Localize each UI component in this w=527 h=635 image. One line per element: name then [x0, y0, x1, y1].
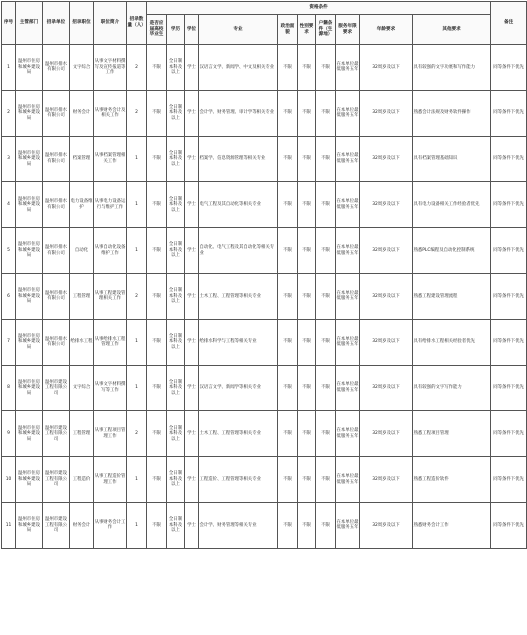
cell-count: 1 — [127, 319, 147, 365]
cell-hukou: 不限 — [316, 45, 336, 91]
cell-other: 熟悉PLC编程及自动化控制系统 — [413, 228, 491, 274]
cell-remark: 同等条件下优先 — [491, 502, 527, 548]
col-header-count: 招录数量（人） — [127, 2, 147, 45]
cell-post: 文字综合 — [70, 45, 94, 91]
cell-years: 在本单位最低服务五年 — [336, 365, 360, 411]
cell-dept: 温州市住房和城乡建设局 — [16, 136, 43, 182]
cell-post: 工程管理 — [70, 273, 94, 319]
col-header-edu: 学历 — [167, 15, 185, 45]
cell-other: 具有电力设备相关工作经验者优先 — [413, 182, 491, 228]
cell-major: 电气工程及其自动化等相关专业 — [199, 182, 278, 228]
cell-years: 在本单位最低服务五年 — [336, 45, 360, 91]
cell-gender: 不限 — [298, 457, 316, 503]
cell-degree: 学士 — [185, 90, 199, 136]
cell-id: 1 — [2, 45, 16, 91]
table-row — [2, 365, 527, 411]
cell-remark: 同等条件下优先 — [491, 228, 527, 274]
cell-intro: 从事财务会计及相关工作 — [94, 90, 127, 136]
cell-major: 档案学、信息资源管理等相关专业 — [199, 136, 278, 182]
table-row — [2, 136, 527, 182]
cell-politic: 不限 — [278, 457, 298, 503]
cell-intro: 从事工程项目管理工作 — [94, 411, 127, 457]
cell-degree: 学士 — [185, 319, 199, 365]
cell-id: 8 — [2, 365, 16, 411]
cell-years: 在本单位最低服务五年 — [336, 319, 360, 365]
cell-intro: 从事给排水工程管理工作 — [94, 319, 127, 365]
cell-politic: 不限 — [278, 319, 298, 365]
cell-hukou: 不限 — [316, 502, 336, 548]
table-row — [2, 457, 527, 503]
cell-edu: 全日制本科及以上 — [167, 273, 185, 319]
cell-age: 32周岁及以下 — [360, 136, 413, 182]
cell-major: 汉语言文学、新闻学、中文及相关专业 — [199, 45, 278, 91]
cell-years: 在本单位最低服务五年 — [336, 182, 360, 228]
cell-post: 财务会计 — [70, 90, 94, 136]
cell-gender: 不限 — [298, 136, 316, 182]
cell-edu: 全日制本科及以上 — [167, 228, 185, 274]
cell-age: 32周岁及以下 — [360, 45, 413, 91]
cell-years: 在本单位最低服务五年 — [336, 136, 360, 182]
cell-gender: 不限 — [298, 273, 316, 319]
cell-age: 32周岁及以下 — [360, 457, 413, 503]
cell-age: 32周岁及以下 — [360, 365, 413, 411]
cell-politic: 不限 — [278, 365, 298, 411]
cell-fresh: 不限 — [147, 319, 167, 365]
cell-intro: 从事自动化设备维护工作 — [94, 228, 127, 274]
cell-id: 10 — [2, 457, 16, 503]
cell-politic: 不限 — [278, 411, 298, 457]
cell-unit: 温州市建设工程有限公司 — [43, 502, 70, 548]
cell-fresh: 不限 — [147, 45, 167, 91]
cell-id: 9 — [2, 411, 16, 457]
col-header-qualification-group: 资格条件 — [147, 2, 491, 15]
cell-edu: 全日制本科及以上 — [167, 90, 185, 136]
cell-remark: 同等条件下优先 — [491, 319, 527, 365]
cell-degree: 学士 — [185, 502, 199, 548]
col-header-age: 年龄要求 — [360, 15, 413, 45]
cell-unit: 温州市排水有限公司 — [43, 319, 70, 365]
col-header-years: 服务年限要求 — [336, 15, 360, 45]
cell-fresh: 不限 — [147, 457, 167, 503]
table-row — [2, 411, 527, 457]
cell-id: 5 — [2, 228, 16, 274]
cell-gender: 不限 — [298, 90, 316, 136]
cell-gender: 不限 — [298, 45, 316, 91]
cell-age: 32周岁及以下 — [360, 90, 413, 136]
cell-count: 1 — [127, 502, 147, 548]
col-header-intro: 职位简介 — [94, 2, 127, 45]
cell-gender: 不限 — [298, 502, 316, 548]
cell-hukou: 不限 — [316, 365, 336, 411]
cell-years: 在本单位最低服务五年 — [336, 502, 360, 548]
cell-unit: 温州市建设工程有限公司 — [43, 457, 70, 503]
cell-intro: 从事工程建设管理相关工作 — [94, 273, 127, 319]
cell-count: 2 — [127, 273, 147, 319]
cell-major: 汉语言文学、新闻学等相关专业 — [199, 365, 278, 411]
cell-fresh: 不限 — [147, 365, 167, 411]
cell-edu: 全日制本科及以上 — [167, 182, 185, 228]
cell-fresh: 不限 — [147, 90, 167, 136]
cell-intro: 从事文字材料撰写等工作 — [94, 365, 127, 411]
recruitment-table — [1, 1, 527, 549]
cell-post: 工程造价 — [70, 457, 94, 503]
cell-unit: 温州市排水有限公司 — [43, 273, 70, 319]
cell-other: 熟悉工程项目管理 — [413, 411, 491, 457]
cell-post: 自动化 — [70, 228, 94, 274]
cell-gender: 不限 — [298, 319, 316, 365]
cell-politic: 不限 — [278, 45, 298, 91]
cell-dept: 温州市住房和城乡建设局 — [16, 502, 43, 548]
cell-other: 熟悉财务会计工作 — [413, 502, 491, 548]
col-header-dept: 主管部门 — [16, 2, 43, 45]
cell-id: 2 — [2, 90, 16, 136]
cell-degree: 学士 — [185, 182, 199, 228]
cell-post: 财务会计 — [70, 502, 94, 548]
cell-other: 熟悉工程造价软件 — [413, 457, 491, 503]
cell-remark: 同等条件下优先 — [491, 411, 527, 457]
cell-fresh: 不限 — [147, 411, 167, 457]
cell-remark: 同等条件下优先 — [491, 182, 527, 228]
cell-post: 档案管理 — [70, 136, 94, 182]
cell-dept: 温州市住房和城乡建设局 — [16, 182, 43, 228]
cell-major: 工程造价、工程管理等相关专业 — [199, 457, 278, 503]
cell-age: 32周岁及以下 — [360, 273, 413, 319]
cell-intro: 从事财务会计工作 — [94, 502, 127, 548]
col-header-degree: 学位 — [185, 15, 199, 45]
table-row — [2, 182, 527, 228]
table-row — [2, 273, 527, 319]
cell-degree: 学士 — [185, 411, 199, 457]
cell-major: 会计学、财务管理、审计学等相关专业 — [199, 90, 278, 136]
table-row — [2, 502, 527, 548]
cell-politic: 不限 — [278, 182, 298, 228]
cell-post: 电力设备维护 — [70, 182, 94, 228]
table-row — [2, 228, 527, 274]
cell-major: 土木工程、工程管理等相关专业 — [199, 273, 278, 319]
col-header-index: 序号 — [2, 2, 16, 45]
cell-politic: 不限 — [278, 136, 298, 182]
cell-dept: 温州市住房和城乡建设局 — [16, 228, 43, 274]
cell-id: 3 — [2, 136, 16, 182]
cell-intro: 从事电力设备运行与维护工作 — [94, 182, 127, 228]
cell-post: 文字综合 — [70, 365, 94, 411]
col-header-hukou: 户籍条件（生源地） — [316, 15, 336, 45]
cell-id: 11 — [2, 502, 16, 548]
cell-age: 32周岁及以下 — [360, 319, 413, 365]
cell-hukou: 不限 — [316, 90, 336, 136]
table-row — [2, 45, 527, 91]
cell-major: 土木工程、工程管理等相关专业 — [199, 411, 278, 457]
cell-id: 6 — [2, 273, 16, 319]
cell-age: 32周岁及以下 — [360, 228, 413, 274]
col-header-other: 其他要求 — [413, 15, 491, 45]
cell-other: 熟悉工程建设管理流程 — [413, 273, 491, 319]
cell-dept: 温州市住房和城乡建设局 — [16, 273, 43, 319]
cell-post: 给排水工程 — [70, 319, 94, 365]
cell-edu: 全日制本科及以上 — [167, 457, 185, 503]
cell-politic: 不限 — [278, 228, 298, 274]
cell-politic: 不限 — [278, 273, 298, 319]
cell-age: 32周岁及以下 — [360, 182, 413, 228]
table-row — [2, 90, 527, 136]
col-header-politic: 政治面貌 — [278, 15, 298, 45]
cell-count: 1 — [127, 228, 147, 274]
cell-major: 给排水科学与工程等相关专业 — [199, 319, 278, 365]
cell-politic: 不限 — [278, 502, 298, 548]
cell-remark: 同等条件下优先 — [491, 273, 527, 319]
cell-intro: 从事文字材料撰写及宣传报道等工作 — [94, 45, 127, 91]
cell-degree: 学士 — [185, 273, 199, 319]
cell-id: 4 — [2, 182, 16, 228]
cell-fresh: 不限 — [147, 228, 167, 274]
cell-count: 1 — [127, 182, 147, 228]
recruitment-table-page — [0, 1, 527, 635]
cell-years: 在本单位最低服务五年 — [336, 457, 360, 503]
cell-dept: 温州市住房和城乡建设局 — [16, 365, 43, 411]
cell-hukou: 不限 — [316, 319, 336, 365]
col-header-remark: 备注 — [491, 2, 527, 45]
cell-remark: 同等条件下优先 — [491, 90, 527, 136]
cell-hukou: 不限 — [316, 182, 336, 228]
cell-hukou: 不限 — [316, 228, 336, 274]
cell-fresh: 不限 — [147, 502, 167, 548]
cell-count: 2 — [127, 90, 147, 136]
cell-gender: 不限 — [298, 365, 316, 411]
cell-edu: 全日制本科及以上 — [167, 365, 185, 411]
col-header-post: 招录职位 — [70, 2, 94, 45]
cell-id: 7 — [2, 319, 16, 365]
cell-unit: 温州市排水有限公司 — [43, 228, 70, 274]
cell-gender: 不限 — [298, 182, 316, 228]
table-body — [2, 45, 527, 549]
cell-fresh: 不限 — [147, 182, 167, 228]
cell-degree: 学士 — [185, 45, 199, 91]
cell-unit: 温州市建设工程有限公司 — [43, 411, 70, 457]
cell-gender: 不限 — [298, 411, 316, 457]
cell-fresh: 不限 — [147, 136, 167, 182]
cell-gender: 不限 — [298, 228, 316, 274]
cell-remark: 同等条件下优先 — [491, 45, 527, 91]
cell-hukou: 不限 — [316, 273, 336, 319]
cell-degree: 学士 — [185, 365, 199, 411]
cell-major: 会计学、财务管理等相关专业 — [199, 502, 278, 548]
cell-dept: 温州市住房和城乡建设局 — [16, 319, 43, 365]
cell-unit: 温州市排水有限公司 — [43, 136, 70, 182]
cell-hukou: 不限 — [316, 457, 336, 503]
cell-intro: 从事档案管理相关工作 — [94, 136, 127, 182]
cell-edu: 全日制本科及以上 — [167, 502, 185, 548]
cell-years: 在本单位最低服务五年 — [336, 90, 360, 136]
cell-remark: 同等条件下优先 — [491, 136, 527, 182]
cell-degree: 学士 — [185, 136, 199, 182]
cell-count: 1 — [127, 136, 147, 182]
col-header-unit: 招录单位 — [43, 2, 70, 45]
cell-count: 2 — [127, 45, 147, 91]
cell-post: 工程管理 — [70, 411, 94, 457]
cell-unit: 温州市排水有限公司 — [43, 45, 70, 91]
cell-hukou: 不限 — [316, 411, 336, 457]
table-row — [2, 319, 527, 365]
cell-other: 具有较强的文字写作能力 — [413, 365, 491, 411]
cell-degree: 学士 — [185, 457, 199, 503]
cell-count: 2 — [127, 411, 147, 457]
cell-edu: 全日制本科及以上 — [167, 45, 185, 91]
cell-dept: 温州市住房和城乡建设局 — [16, 90, 43, 136]
cell-years: 在本单位最低服务五年 — [336, 411, 360, 457]
cell-degree: 学士 — [185, 228, 199, 274]
cell-intro: 从事工程造价管理工作 — [94, 457, 127, 503]
cell-major: 自动化、电气工程及其自动化等相关专业 — [199, 228, 278, 274]
col-header-major: 专业 — [199, 15, 278, 45]
cell-age: 32周岁及以下 — [360, 411, 413, 457]
cell-hukou: 不限 — [316, 136, 336, 182]
cell-unit: 温州市排水有限公司 — [43, 90, 70, 136]
cell-years: 在本单位最低服务五年 — [336, 273, 360, 319]
col-header-gender: 性别要求 — [298, 15, 316, 45]
cell-edu: 全日制本科及以上 — [167, 136, 185, 182]
cell-years: 在本单位最低服务五年 — [336, 228, 360, 274]
cell-other: 具有给排水工程相关经验者优先 — [413, 319, 491, 365]
cell-fresh: 不限 — [147, 273, 167, 319]
cell-other: 具有档案管理基础知识 — [413, 136, 491, 182]
cell-politic: 不限 — [278, 90, 298, 136]
cell-remark: 同等条件下优先 — [491, 457, 527, 503]
cell-age: 32周岁及以下 — [360, 502, 413, 548]
cell-edu: 全日制本科及以上 — [167, 411, 185, 457]
cell-dept: 温州市住房和城乡建设局 — [16, 45, 43, 91]
cell-remark: 同等条件下优先 — [491, 365, 527, 411]
cell-edu: 全日制本科及以上 — [167, 319, 185, 365]
cell-count: 1 — [127, 365, 147, 411]
cell-other: 具有较强的文字功底和写作能力 — [413, 45, 491, 91]
cell-unit: 温州市建设工程有限公司 — [43, 365, 70, 411]
col-header-fresh: 是否应届高校毕业生 — [147, 15, 167, 45]
cell-unit: 温州市排水有限公司 — [43, 182, 70, 228]
cell-count: 1 — [127, 457, 147, 503]
cell-dept: 温州市住房和城乡建设局 — [16, 411, 43, 457]
cell-dept: 温州市住房和城乡建设局 — [16, 457, 43, 503]
cell-other: 熟悉会计法规及财务软件操作 — [413, 90, 491, 136]
